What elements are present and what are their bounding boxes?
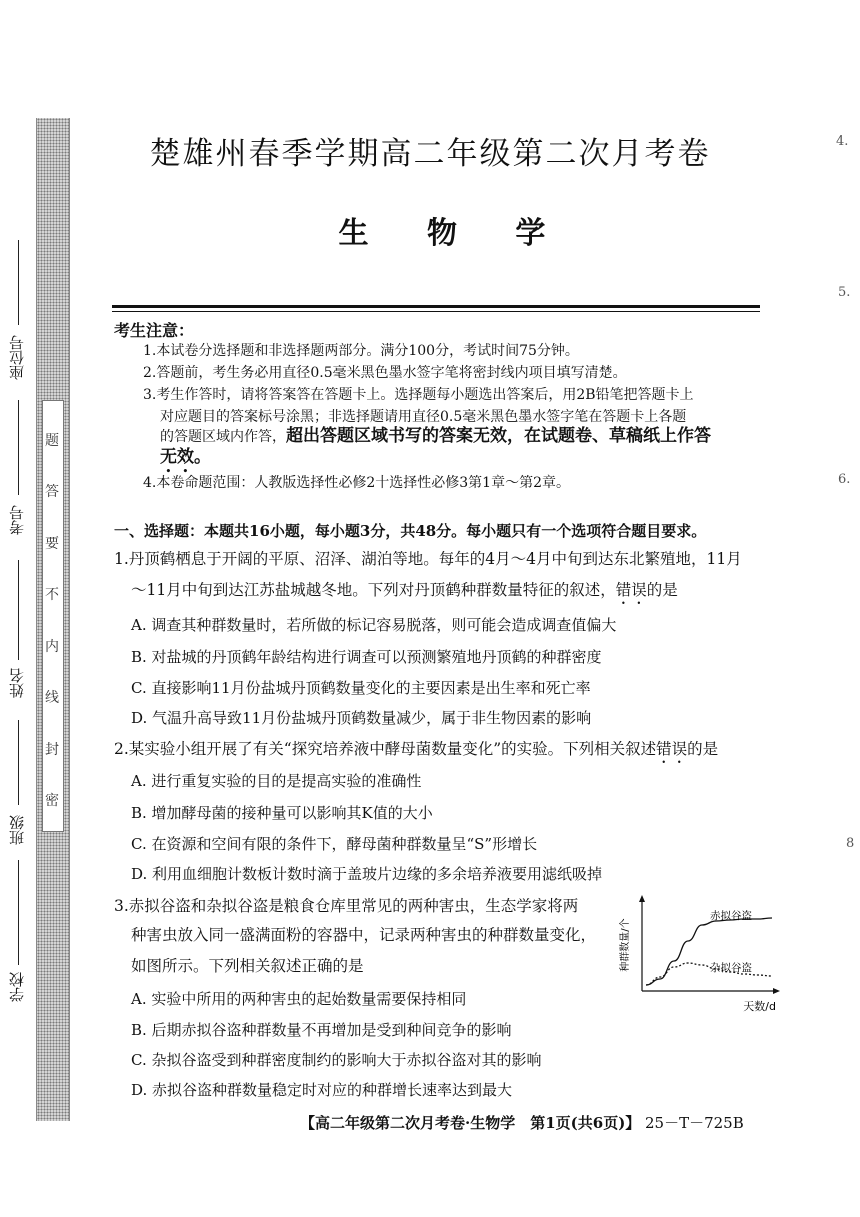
q3-option-a[interactable]: A. 实验中所用的两种害虫的起始数量需要保持相同 xyxy=(131,990,467,1008)
exam-no-label: 考号 xyxy=(8,505,26,535)
subject-title: 生 物 学 xyxy=(338,216,570,251)
q3-option-c[interactable]: C. 杂拟谷盗受到种群密度制约的影响大于赤拟谷盗对其的影响 xyxy=(131,1051,542,1069)
q1-emphasis: 错误 xyxy=(615,581,647,599)
q1-stem-text: ～11月中旬到达江苏盐城越冬地。下列对丹顶鹤种群数量特征的叙述， xyxy=(131,581,616,599)
edge-number: 8 xyxy=(846,836,855,851)
school-label: 学校 xyxy=(8,972,26,1002)
notice-item-2: 2.答题前，考生务必用直径0.5毫米黑色墨水签字笔将密封线内项目填写清楚。 xyxy=(143,365,627,381)
y-axis-arrow xyxy=(639,895,645,902)
class-label: 班级 xyxy=(8,815,26,845)
seal-char: 内 xyxy=(45,638,59,655)
q2-stem-end: 的是 xyxy=(687,740,719,758)
school-line[interactable] xyxy=(18,860,19,965)
q1-option-b[interactable]: B. 对盐城的丹顶鹤年龄结构进行调查可以预测繁殖地丹顶鹤的种群密度 xyxy=(131,648,602,666)
q1-stem-line2 xyxy=(131,577,771,608)
notice-item-3-cont2 xyxy=(160,425,780,448)
q3-option-b[interactable]: B. 后期赤拟谷盗种群数量不再增加是受到种间竞争的影响 xyxy=(131,1021,512,1039)
seal-char: 封 xyxy=(45,741,59,758)
notice-heading: 考生注意： xyxy=(114,321,195,340)
seal-char: 密 xyxy=(45,792,59,809)
seal-char: 要 xyxy=(45,535,59,552)
seal-char: 线 xyxy=(45,690,59,707)
seat-line[interactable] xyxy=(18,240,19,325)
seal-char: 题 xyxy=(45,433,59,449)
q1-option-c[interactable]: C. 直接影响11月份盐城丹顶鹤数量变化的主要因素是出生率和死亡率 xyxy=(131,679,591,697)
edge-number: 4. xyxy=(836,134,849,149)
notice-bold-invalid: 无效。 xyxy=(160,447,211,467)
q1-stem-end: 的是 xyxy=(646,581,678,599)
header-rule xyxy=(112,305,760,308)
page-footer: 【高二年级第二次月考卷·生物学 第1页(共6页)】 xyxy=(300,1114,641,1132)
q2-emphasis: 错误 xyxy=(656,740,688,758)
edge-number: 5. xyxy=(838,285,851,300)
header-rule-thin xyxy=(112,311,760,312)
exam-no-line[interactable] xyxy=(18,400,19,495)
x-axis-arrow xyxy=(773,988,780,994)
notice-item-3: 3.考生作答时，请将答案答在答题卡上。选择题每小题选出答案后，用2B铅笔把答题卡上 xyxy=(143,387,694,403)
notice-item-1: 1.本试卷分选择题和非选择题两部分。满分100分，考试时间75分钟。 xyxy=(143,343,579,359)
q3-option-d[interactable]: D. 赤拟谷盗种群数量稳定时对应的种群增长速率达到最大 xyxy=(131,1081,513,1099)
q3-stem-line3: 如图所示。下列相关叙述正确的是 xyxy=(131,957,364,975)
section-heading: 一、选择题：本题共16小题，每小题3分，共48分。每小题只有一个选项符合题目要求。 xyxy=(114,522,707,540)
q3-stem-line1: 3.赤拟谷盗和杂拟谷盗是粮食仓库里常见的两种害虫，生态学家将两 xyxy=(114,897,579,915)
notice-item-3-cont: 对应题目的答案标号涂黑；非选择题请用直径0.5毫米黑色墨水签字笔在答题卡上各题 xyxy=(160,409,687,425)
edge-number: 6. xyxy=(838,472,851,487)
q2-option-d[interactable]: D. 利用血细胞计数板计数时滴于盖玻片边缘的多余培养液要用滤纸吸掉 xyxy=(131,865,603,883)
name-label: 姓名 xyxy=(8,668,26,698)
seal-char: 答 xyxy=(45,484,59,501)
legend-chinazhe: 赤拟谷盗 xyxy=(710,910,752,922)
q1-option-d[interactable]: D. 气温升高导致11月份盐城丹顶鹤数量减少，属于非生物因素的影响 xyxy=(131,709,592,727)
q2-stem xyxy=(114,736,774,767)
class-line[interactable] xyxy=(18,720,19,805)
q1-stem-line1: 1.丹顶鹤栖息于开阔的平原、沼泽、湖泊等地。每年的4月～4月中旬到达东北繁殖地，11月 xyxy=(114,550,742,568)
name-line[interactable] xyxy=(18,560,19,660)
notice-item-4: 4.本卷命题范围：人教版选择性必修2十选择性必修3第1章～第2章。 xyxy=(143,475,570,491)
seal-char: 不 xyxy=(45,587,59,604)
paper-code: 25－T－725B xyxy=(645,1114,744,1132)
seat-label: 座位号 xyxy=(8,335,26,380)
q2-option-c[interactable]: C. 在资源和空间有限的条件下，酵母菌种群数量呈“S”形增长 xyxy=(131,835,538,853)
exam-title: 楚雄州春季学期高二年级第二次月考卷 xyxy=(149,136,711,172)
notice-text: 的答题区域内作答， xyxy=(160,429,286,445)
notice-bold-warning: 超出答题区域书写的答案无效，在试题卷、草稿纸上作答 xyxy=(286,426,711,446)
legend-zanizhe: 杂拟谷盗 xyxy=(710,962,752,974)
q3-stem-line2: 种害虫放入同一盛满面粉的容器中，记录两种害虫的种群数量变化， xyxy=(131,926,597,944)
q2-option-a[interactable]: A. 进行重复实验的目的是提高实验的准确性 xyxy=(131,772,422,790)
x-axis-label: 天数/d xyxy=(743,1000,776,1013)
q2-stem-text: 2.某实验小组开展了有关“探究培养液中酵母菌数量变化”的实验。下列相关叙述 xyxy=(114,740,657,758)
seal-line-text xyxy=(44,430,60,810)
population-chart xyxy=(612,893,782,1023)
q2-option-b[interactable]: B. 增加酵母菌的接种量可以影响其K值的大小 xyxy=(131,804,433,822)
q1-option-a[interactable]: A. 调查其种群数量时，若所做的标记容易脱落，则可能会造成调查值偏大 xyxy=(131,616,617,634)
y-axis-label: 种群数量/个 xyxy=(620,918,631,972)
